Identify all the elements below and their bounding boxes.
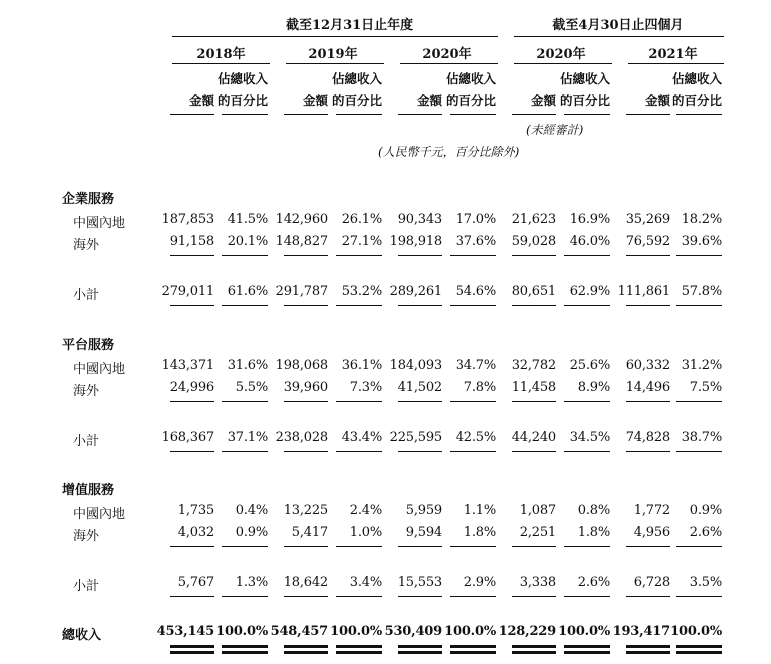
subtotal-underline <box>222 305 268 306</box>
subtotal-cell: 3.4% <box>349 575 382 590</box>
pct-col-header-line1: 佔總收入 <box>671 71 722 86</box>
subtotal-label: 小計 <box>73 288 100 303</box>
subtotal-underline <box>336 305 382 306</box>
row-label: 海外 <box>73 238 100 253</box>
subtotal-cell: 44,240 <box>511 430 556 445</box>
table-cell: 24,996 <box>169 380 214 395</box>
table-cell: 1.0% <box>349 525 382 540</box>
year-header: 2021年 <box>648 47 698 62</box>
subtotal-rule <box>398 546 442 547</box>
subtotal-cell: 18,642 <box>283 575 328 590</box>
subtotal-cell: 53.2% <box>341 284 382 299</box>
table-cell: 20.1% <box>227 234 268 249</box>
total-cell: 100.0% <box>558 624 610 639</box>
table-cell: 5.5% <box>235 380 268 395</box>
amount-col-header: 金額 <box>416 93 442 108</box>
subtotal-underline <box>626 451 670 452</box>
total-double-rule-top <box>450 645 496 648</box>
table-cell: 91,158 <box>169 234 214 249</box>
subtotal-underline <box>512 596 556 597</box>
subtotal-rule <box>676 401 722 402</box>
table-cell: 27.1% <box>341 234 382 249</box>
table-cell: 90,343 <box>397 212 442 227</box>
table-cell: 31.2% <box>681 358 722 373</box>
table-cell: 14,496 <box>625 380 670 395</box>
subtotal-rule <box>170 255 214 256</box>
table-cell: 26.1% <box>341 212 382 227</box>
subtotal-cell: 15,553 <box>397 575 442 590</box>
pct-col-header-line2: 的百分比 <box>445 93 496 108</box>
total-double-rule-top <box>170 645 214 648</box>
total-cell: 100.0% <box>444 624 496 639</box>
subtotal-rule <box>676 546 722 547</box>
subtotal-rule <box>284 546 328 547</box>
period-header-four-months: 截至4月30日止四個月 <box>552 18 684 33</box>
table-cell: 1.1% <box>463 503 496 518</box>
table-cell: 60,332 <box>625 358 670 373</box>
subtotal-rule <box>222 546 268 547</box>
table-cell: 37.6% <box>455 234 496 249</box>
table-cell: 9,594 <box>405 525 442 540</box>
amount-col-rule <box>284 114 328 115</box>
year-rule <box>286 63 384 64</box>
subtotal-cell: 57.8% <box>681 284 722 299</box>
amount-col-header: 金額 <box>302 93 328 108</box>
subtotal-cell: 38.7% <box>681 430 722 445</box>
total-cell: 453,145 <box>156 624 214 639</box>
subtotal-rule <box>676 255 722 256</box>
total-double-rule-bottom <box>564 651 610 654</box>
subtotal-cell: 3.5% <box>689 575 722 590</box>
pct-col-header-line2: 的百分比 <box>559 93 610 108</box>
subtotal-cell: 54.6% <box>455 284 496 299</box>
total-double-rule-bottom <box>512 651 556 654</box>
pct-col-rule <box>564 114 610 115</box>
amount-col-rule <box>170 114 214 115</box>
subtotal-cell: 5,767 <box>177 575 214 590</box>
table-cell: 76,592 <box>625 234 670 249</box>
subtotal-cell: 279,011 <box>161 284 214 299</box>
table-cell: 21,623 <box>511 212 556 227</box>
table-cell: 41,502 <box>397 380 442 395</box>
subtotal-underline <box>450 305 496 306</box>
subtotal-rule <box>626 401 670 402</box>
subtotal-underline <box>676 451 722 452</box>
table-cell: 32,782 <box>511 358 556 373</box>
table-cell: 198,918 <box>389 234 442 249</box>
subtotal-label: 小計 <box>73 434 100 449</box>
table-cell: 11,458 <box>511 380 556 395</box>
pct-col-header-line1: 佔總收入 <box>559 71 610 86</box>
table-cell: 7.5% <box>689 380 722 395</box>
table-cell: 1,772 <box>633 503 670 518</box>
subtotal-rule <box>626 255 670 256</box>
amount-col-rule <box>398 114 442 115</box>
total-double-rule-bottom <box>450 651 496 654</box>
year-rule <box>400 63 498 64</box>
subtotal-underline <box>626 596 670 597</box>
group2-rule <box>514 36 724 37</box>
subtotal-underline <box>676 596 722 597</box>
pct-col-header-line1: 佔總收入 <box>331 71 382 86</box>
total-double-rule-bottom <box>284 651 328 654</box>
subtotal-cell: 289,261 <box>389 284 442 299</box>
total-cell: 100.0% <box>216 624 268 639</box>
table-cell: 34.7% <box>455 358 496 373</box>
subtotal-underline <box>170 596 214 597</box>
total-cell: 128,229 <box>498 624 556 639</box>
year-rule <box>514 63 612 64</box>
subtotal-label: 小計 <box>73 579 100 594</box>
subtotal-underline <box>564 596 610 597</box>
subtotal-cell: 2.9% <box>463 575 496 590</box>
pct-col-header-line2: 的百分比 <box>331 93 382 108</box>
table-cell: 0.9% <box>235 525 268 540</box>
total-double-rule-top <box>564 645 610 648</box>
total-double-rule-top <box>676 645 722 648</box>
total-double-rule-top <box>626 645 670 648</box>
subtotal-rule <box>336 401 382 402</box>
pct-col-rule <box>676 114 722 115</box>
total-double-rule-bottom <box>336 651 382 654</box>
year-header: 2019年 <box>308 47 358 62</box>
subtotal-underline <box>676 305 722 306</box>
amount-col-rule <box>626 114 670 115</box>
amount-col-rule <box>512 114 556 115</box>
pct-col-header-line2: 的百分比 <box>671 93 722 108</box>
pct-col-header-line1: 佔總收入 <box>217 71 268 86</box>
subtotal-underline <box>170 305 214 306</box>
table-cell: 142,960 <box>275 212 328 227</box>
total-double-rule-top <box>336 645 382 648</box>
subtotal-rule <box>170 546 214 547</box>
subtotal-rule <box>564 401 610 402</box>
total-double-rule-bottom <box>170 651 214 654</box>
subtotal-rule <box>398 401 442 402</box>
subtotal-rule <box>450 546 496 547</box>
subtotal-underline <box>336 596 382 597</box>
table-cell: 39.6% <box>681 234 722 249</box>
subtotal-rule <box>564 546 610 547</box>
total-double-rule-bottom <box>676 651 722 654</box>
subtotal-underline <box>626 305 670 306</box>
subtotal-rule <box>336 255 382 256</box>
unit-note: (人民幣千元，百分比除外) <box>378 145 520 159</box>
table-cell: 13,225 <box>283 503 328 518</box>
subtotal-underline <box>450 451 496 452</box>
table-cell: 4,032 <box>177 525 214 540</box>
subtotal-rule <box>284 255 328 256</box>
amount-col-header: 金額 <box>188 93 214 108</box>
year-header: 2020年 <box>536 47 586 62</box>
table-cell: 2.6% <box>689 525 722 540</box>
row-label: 中國內地 <box>73 216 126 231</box>
subtotal-underline <box>336 451 382 452</box>
table-cell: 2,251 <box>519 525 556 540</box>
subtotal-underline <box>450 596 496 597</box>
subtotal-underline <box>284 305 328 306</box>
total-cell: 100.0% <box>330 624 382 639</box>
table-cell: 31.6% <box>227 358 268 373</box>
pct-col-header-line2: 的百分比 <box>217 93 268 108</box>
year-rule <box>628 63 724 64</box>
table-cell: 0.9% <box>689 503 722 518</box>
subtotal-rule <box>626 546 670 547</box>
table-cell: 187,853 <box>161 212 214 227</box>
subtotal-cell: 62.9% <box>569 284 610 299</box>
total-double-rule-top <box>222 645 268 648</box>
subtotal-rule <box>512 401 556 402</box>
subtotal-underline <box>512 305 556 306</box>
subtotal-underline <box>222 596 268 597</box>
table-cell: 5,417 <box>291 525 328 540</box>
amount-col-header: 金額 <box>530 93 556 108</box>
table-cell: 4,956 <box>633 525 670 540</box>
total-double-rule-top <box>398 645 442 648</box>
subtotal-rule <box>222 255 268 256</box>
row-label: 中國內地 <box>73 362 126 377</box>
pct-col-rule <box>450 114 496 115</box>
group1-rule <box>172 36 498 37</box>
total-label: 總收入 <box>62 628 102 643</box>
row-label: 中國內地 <box>73 507 126 522</box>
subtotal-cell: 74,828 <box>625 430 670 445</box>
subtotal-cell: 61.6% <box>227 284 268 299</box>
table-cell: 46.0% <box>569 234 610 249</box>
subtotal-cell: 2.6% <box>577 575 610 590</box>
table-cell: 1.8% <box>577 525 610 540</box>
subtotal-cell: 42.5% <box>455 430 496 445</box>
subtotal-rule <box>170 401 214 402</box>
table-cell: 17.0% <box>455 212 496 227</box>
unaudited-note: (未經審計) <box>526 123 584 137</box>
table-cell: 184,093 <box>389 358 442 373</box>
pct-col-header-line1: 佔總收入 <box>445 71 496 86</box>
total-double-rule-top <box>284 645 328 648</box>
subtotal-rule <box>564 255 610 256</box>
table-cell: 2.4% <box>349 503 382 518</box>
subtotal-underline <box>398 305 442 306</box>
amount-col-header: 金額 <box>644 93 670 108</box>
section-title: 增值服務 <box>62 483 115 498</box>
subtotal-rule <box>284 401 328 402</box>
table-cell: 0.8% <box>577 503 610 518</box>
table-cell: 1,087 <box>519 503 556 518</box>
total-double-rule-bottom <box>398 651 442 654</box>
table-cell: 36.1% <box>341 358 382 373</box>
total-cell: 193,417 <box>612 624 670 639</box>
table-cell: 143,371 <box>161 358 214 373</box>
subtotal-underline <box>564 451 610 452</box>
subtotal-cell: 238,028 <box>275 430 328 445</box>
section-title: 平台服務 <box>62 338 115 353</box>
subtotal-cell: 111,861 <box>617 284 670 299</box>
table-cell: 59,028 <box>511 234 556 249</box>
table-cell: 8.9% <box>577 380 610 395</box>
table-cell: 7.3% <box>349 380 382 395</box>
subtotal-rule <box>512 546 556 547</box>
total-cell: 100.0% <box>670 624 722 639</box>
subtotal-rule <box>398 255 442 256</box>
subtotal-cell: 168,367 <box>161 430 214 445</box>
subtotal-underline <box>398 596 442 597</box>
subtotal-rule <box>450 255 496 256</box>
table-cell: 0.4% <box>235 503 268 518</box>
year-header: 2018年 <box>196 47 246 62</box>
table-cell: 16.9% <box>569 212 610 227</box>
pct-col-rule <box>222 114 268 115</box>
table-cell: 198,068 <box>275 358 328 373</box>
subtotal-cell: 80,651 <box>511 284 556 299</box>
table-cell: 1.8% <box>463 525 496 540</box>
year-header: 2020年 <box>422 47 472 62</box>
row-label: 海外 <box>73 529 100 544</box>
total-cell: 530,409 <box>384 624 442 639</box>
subtotal-cell: 43.4% <box>341 430 382 445</box>
row-label: 海外 <box>73 384 100 399</box>
table-cell: 7.8% <box>463 380 496 395</box>
subtotal-cell: 3,338 <box>519 575 556 590</box>
total-double-rule-bottom <box>626 651 670 654</box>
table-cell: 41.5% <box>227 212 268 227</box>
total-double-rule-bottom <box>222 651 268 654</box>
table-cell: 25.6% <box>569 358 610 373</box>
subtotal-cell: 34.5% <box>569 430 610 445</box>
subtotal-cell: 225,595 <box>389 430 442 445</box>
table-cell: 18.2% <box>681 212 722 227</box>
subtotal-underline <box>564 305 610 306</box>
period-header-annual: 截至12月31日止年度 <box>286 18 414 33</box>
table-cell: 148,827 <box>275 234 328 249</box>
table-cell: 39,960 <box>283 380 328 395</box>
subtotal-cell: 6,728 <box>633 575 670 590</box>
subtotal-rule <box>222 401 268 402</box>
subtotal-underline <box>512 451 556 452</box>
subtotal-cell: 1.3% <box>235 575 268 590</box>
subtotal-rule <box>450 401 496 402</box>
total-double-rule-top <box>512 645 556 648</box>
subtotal-rule <box>336 546 382 547</box>
subtotal-underline <box>222 451 268 452</box>
subtotal-underline <box>398 451 442 452</box>
subtotal-underline <box>170 451 214 452</box>
section-title: 企業服務 <box>62 192 115 207</box>
subtotal-rule <box>512 255 556 256</box>
table-cell: 1,735 <box>177 503 214 518</box>
year-rule <box>172 63 270 64</box>
table-cell: 35,269 <box>625 212 670 227</box>
pct-col-rule <box>336 114 382 115</box>
total-cell: 548,457 <box>270 624 328 639</box>
table-cell: 5,959 <box>405 503 442 518</box>
subtotal-underline <box>284 596 328 597</box>
subtotal-cell: 37.1% <box>227 430 268 445</box>
subtotal-underline <box>284 451 328 452</box>
subtotal-cell: 291,787 <box>275 284 328 299</box>
